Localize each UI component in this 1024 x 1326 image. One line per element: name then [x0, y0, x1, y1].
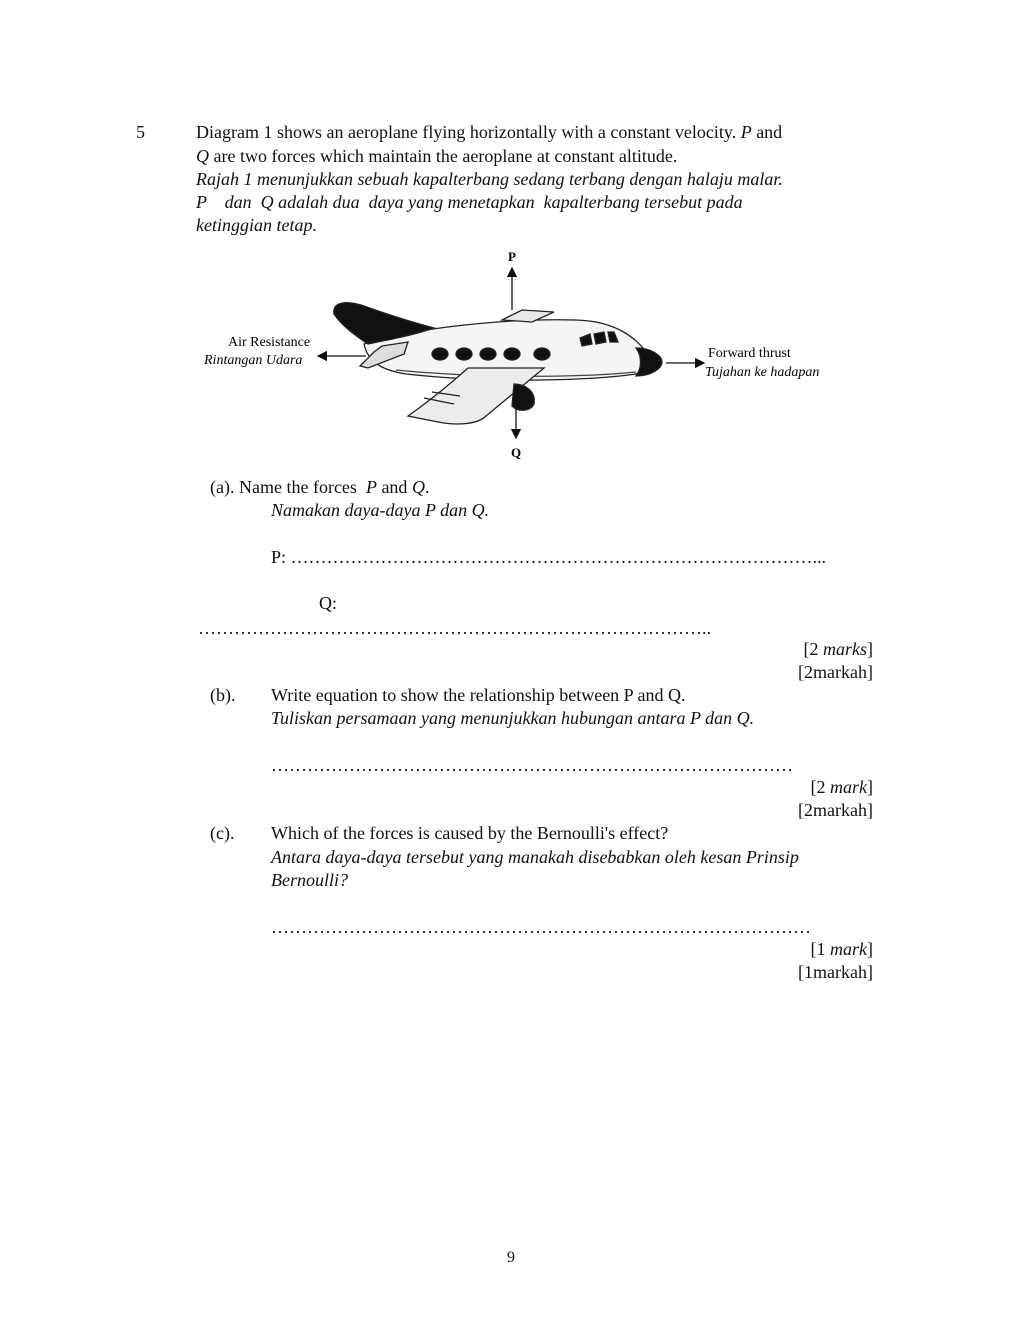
answer-line-q[interactable]: …………………………………………………………………………..	[198, 618, 711, 638]
answer-line-p[interactable]: P: ……………………………………………………………………………...	[271, 547, 827, 567]
answer-label-q: Q:	[319, 593, 337, 613]
air-resistance-en: Air Resistance	[228, 335, 311, 350]
part-c-answer-line[interactable]: ………………………………………………………………………………	[271, 917, 811, 937]
part-b-markah: [2markah]	[798, 800, 873, 820]
forward-thrust-my: Tujahan ke hadapan	[705, 365, 820, 380]
label-q: Q	[510, 445, 522, 460]
aeroplane-icon	[334, 303, 662, 424]
intro-my-line1: Rajah 1 menunjukkan sebuah kapalterbang sedang terbang dengan halaju malar.	[196, 169, 783, 189]
part-c-prompt-my-line1: Antara daya-daya tersebut yang manakah disebabkan oleh kesan Prinsip	[271, 847, 799, 867]
intro-my-line2: P dan Q adalah dua daya yang menetapkan kapalterbang tersebut pada	[196, 192, 743, 212]
forward-thrust-en: Forward thrust	[708, 346, 791, 361]
air-resistance-my: Rintangan Udara	[204, 353, 303, 368]
part-c-marks: [1 mark]	[810, 939, 873, 959]
part-a-prompt-my: Namakan daya-daya P dan Q.	[271, 500, 490, 520]
part-a-prompt: (a). Name the forces P and Q.	[210, 477, 430, 497]
part-b-marks: [2 mark]	[810, 777, 873, 797]
part-a-markah: [2markah]	[798, 662, 873, 682]
part-b-label: (b).	[210, 685, 236, 705]
intro-my-line3: ketinggian tetap.	[196, 215, 317, 235]
part-b-prompt: Write equation to show the relationship between P and Q.	[271, 685, 686, 705]
question-number: 5	[136, 122, 145, 142]
intro-en-line1: Diagram 1 shows an aeroplane flying horizontally with a constant velocity. P and	[196, 122, 783, 142]
part-a-marks: [2 marks]	[803, 639, 873, 659]
part-b-answer-line[interactable]: ……………………………………………………………………………	[271, 755, 793, 775]
label-p: P	[508, 249, 516, 264]
aeroplane-force-diagram	[196, 244, 846, 466]
page-number: 9	[507, 1249, 515, 1266]
part-b-prompt-my: Tuliskan persamaan yang menunjukkan hubungan antara P dan Q.	[271, 708, 755, 728]
part-c-prompt: Which of the forces is caused by the Bernoulli's effect?	[271, 823, 669, 843]
part-c-prompt-my-line2: Bernoulli?	[271, 870, 348, 890]
part-c-markah: [1markah]	[798, 962, 873, 982]
intro-en-line2: Q are two forces which maintain the aeroplane at constant altitude.	[196, 146, 678, 166]
part-c-label: (c).	[210, 823, 235, 843]
